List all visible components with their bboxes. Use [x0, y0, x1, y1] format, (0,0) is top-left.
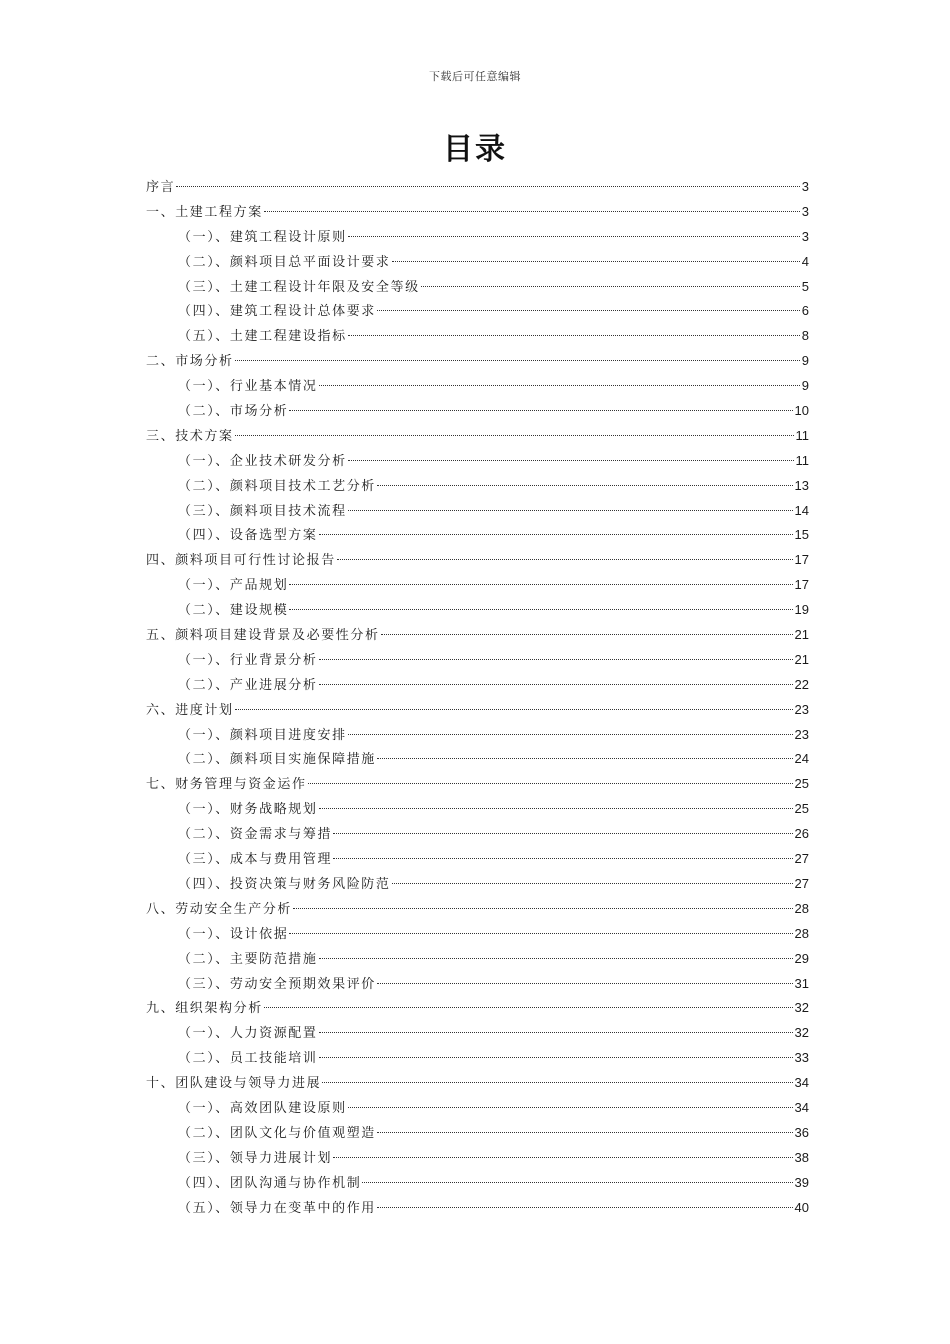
toc-subentry[interactable] [146, 1146, 809, 1171]
toc-entry-page-number: 36 [794, 1124, 809, 1140]
toc-entry-page-number: 29 [794, 950, 809, 966]
toc-entry-label: （四）、设备选型方案 [178, 528, 318, 544]
toc-entry-label: 五、颜料项目建设背景及必要性分析 [146, 628, 380, 644]
dot-leader [421, 286, 800, 287]
toc-entry-page-number: 6 [801, 303, 809, 319]
dot-leader [319, 659, 793, 660]
toc-entry-page-number: 9 [801, 353, 809, 369]
toc-entry-page-number: 17 [794, 552, 809, 568]
toc-subentry[interactable] [146, 673, 809, 698]
toc-entry-page-number: 28 [794, 925, 809, 941]
dot-leader [377, 758, 793, 759]
toc-entry[interactable] [146, 424, 809, 449]
dot-leader [289, 584, 792, 585]
toc-entry-label: （二）、主要防范措施 [178, 951, 318, 967]
toc-entry-page-number: 23 [794, 726, 809, 742]
toc-entry-label: 六、进度计划 [146, 702, 234, 718]
toc-subentry[interactable] [146, 1096, 809, 1121]
toc-subentry[interactable] [146, 922, 809, 947]
dot-leader [348, 734, 793, 735]
toc-entry-label: 十、团队建设与领导力进展 [146, 1076, 322, 1092]
dot-leader [333, 1157, 792, 1158]
dot-leader [348, 460, 794, 461]
header-note: 下载后可任意编辑 [429, 70, 521, 83]
dot-leader [319, 808, 793, 809]
toc-subentry[interactable] [146, 399, 809, 424]
toc-entry-label: （三）、劳动安全预期效果评价 [178, 976, 376, 992]
toc-entry-page-number: 11 [795, 452, 809, 468]
dot-leader [348, 1107, 793, 1108]
dot-leader [377, 1207, 793, 1208]
toc-entry-page-number: 23 [794, 701, 809, 717]
toc-subentry[interactable] [146, 499, 809, 524]
toc-entry-page-number: 34 [794, 1099, 809, 1115]
toc-subentry[interactable] [146, 225, 809, 250]
toc-entry-page-number: 25 [794, 801, 809, 817]
toc-entry-page-number: 9 [801, 378, 809, 394]
toc-entry-label: （四）、团队沟通与协作机制 [178, 1175, 362, 1191]
toc-entry-page-number: 28 [794, 900, 809, 916]
toc-entry-label: （一）、行业基本情况 [178, 379, 318, 395]
dot-leader [319, 684, 793, 685]
toc-entry[interactable] [146, 1071, 809, 1096]
toc-subentry[interactable] [146, 648, 809, 673]
toc-subentry[interactable] [146, 275, 809, 300]
toc-entry-label: （二）、建设规模 [178, 603, 289, 619]
dot-leader [289, 609, 792, 610]
dot-leader [264, 211, 800, 212]
toc-entry-label: （五）、土建工程建设指标 [178, 329, 347, 345]
toc-entry-label: （二）、颜料项目实施保障措施 [178, 752, 376, 768]
toc-entry-page-number: 21 [794, 627, 809, 643]
toc-subentry[interactable] [146, 723, 809, 748]
toc-entry-label: 八、劳动安全生产分析 [146, 901, 293, 917]
toc-entry-page-number: 13 [794, 477, 809, 493]
toc-entry-page-number: 39 [794, 1174, 809, 1190]
toc-entry-label: 九、组织架构分析 [146, 1001, 263, 1017]
toc-entry-label: 一、土建工程方案 [146, 204, 263, 220]
toc-entry-label: （四）、投资决策与财务风险防范 [178, 876, 391, 892]
toc-entry-label: （一）、高效团队建设原则 [178, 1100, 347, 1116]
toc-entry-page-number: 3 [801, 228, 809, 244]
dot-leader [348, 335, 800, 336]
toc-entry-label: （一）、建筑工程设计原则 [178, 229, 347, 245]
toc-subentry[interactable] [146, 1196, 809, 1221]
toc-entry-page-number: 27 [794, 851, 809, 867]
toc-entry-page-number: 40 [794, 1199, 809, 1215]
dot-leader [381, 634, 793, 635]
dot-leader [319, 534, 793, 535]
toc-subentry[interactable] [146, 847, 809, 872]
toc-entry[interactable] [146, 200, 809, 225]
toc-entry-label: （一）、财务战略规划 [178, 802, 318, 818]
toc-subentry[interactable] [146, 1046, 809, 1071]
dot-leader [348, 236, 800, 237]
toc-entry-label: （一）、企业技术研发分析 [178, 453, 347, 469]
toc-entry-label: （一）、颜料项目进度安排 [178, 727, 347, 743]
toc-entry-label: （一）、产品规划 [178, 578, 289, 594]
dot-leader [308, 783, 793, 784]
dot-leader [392, 883, 793, 884]
toc-entry-page-number: 31 [794, 975, 809, 991]
toc-entry[interactable] [146, 175, 809, 200]
dot-leader [289, 410, 792, 411]
toc-subentry[interactable] [146, 449, 809, 474]
toc-entry[interactable] [146, 698, 809, 723]
table-of-contents [146, 175, 809, 1220]
toc-entry-page-number: 22 [794, 676, 809, 692]
toc-entry-page-number: 24 [794, 751, 809, 767]
dot-leader [362, 1182, 792, 1183]
toc-entry-page-number: 11 [795, 427, 809, 443]
dot-leader [235, 709, 793, 710]
toc-entry-label: （二）、颜料项目技术工艺分析 [178, 478, 376, 494]
toc-entry-page-number: 19 [794, 602, 809, 618]
toc-entry-page-number: 3 [801, 203, 809, 219]
toc-entry-label: （三）、土建工程设计年限及安全等级 [178, 279, 420, 295]
toc-subentry[interactable] [146, 822, 809, 847]
toc-title: 目录 [443, 132, 507, 167]
toc-subentry[interactable] [146, 374, 809, 399]
toc-subentry[interactable] [146, 747, 809, 772]
dot-leader [392, 261, 800, 262]
toc-entry[interactable] [146, 996, 809, 1021]
toc-entry-page-number: 10 [794, 403, 809, 419]
dot-leader [235, 435, 794, 436]
toc-subentry[interactable] [146, 872, 809, 897]
toc-entry-page-number: 38 [794, 1149, 809, 1165]
toc-entry-page-number: 27 [794, 875, 809, 891]
toc-subentry[interactable] [146, 1171, 809, 1196]
toc-entry-label: 三、技术方案 [146, 428, 234, 444]
dot-leader [337, 559, 793, 560]
dot-leader [319, 1057, 793, 1058]
toc-entry-label: （二）、资金需求与筹措 [178, 827, 333, 843]
toc-entry[interactable] [146, 623, 809, 648]
dot-leader [377, 1132, 793, 1133]
toc-entry-label: 四、颜料项目可行性讨论报告 [146, 553, 336, 569]
dot-leader [264, 1007, 793, 1008]
toc-entry-page-number: 26 [794, 826, 809, 842]
dot-leader [293, 908, 793, 909]
toc-subentry[interactable] [146, 598, 809, 623]
dot-leader [319, 385, 800, 386]
toc-entry-page-number: 5 [801, 278, 809, 294]
toc-subentry[interactable] [146, 324, 809, 349]
toc-entry-label: （四）、建筑工程设计总体要求 [178, 304, 376, 320]
dot-leader [333, 858, 792, 859]
toc-entry-page-number: 34 [794, 1075, 809, 1091]
dot-leader [348, 510, 793, 511]
dot-leader [289, 933, 792, 934]
toc-entry-page-number: 4 [801, 253, 809, 269]
toc-entry-label: （二）、颜料项目总平面设计要求 [178, 254, 391, 270]
toc-entry-page-number: 3 [801, 179, 809, 194]
toc-entry-label: （一）、人力资源配置 [178, 1026, 318, 1042]
toc-subentry[interactable] [146, 474, 809, 499]
toc-entry-page-number: 25 [794, 776, 809, 792]
toc-entry-label: （二）、产业进展分析 [178, 677, 318, 693]
toc-subentry[interactable] [146, 250, 809, 275]
toc-entry-page-number: 33 [794, 1050, 809, 1066]
toc-entry-label: 序言 [146, 180, 176, 195]
dot-leader [235, 360, 800, 361]
toc-subentry[interactable] [146, 972, 809, 997]
dot-leader [377, 310, 800, 311]
toc-entry-label: （三）、成本与费用管理 [178, 852, 333, 868]
toc-entry-page-number: 15 [794, 527, 809, 543]
dot-leader [377, 983, 793, 984]
toc-entry-label: （一）、设计依据 [178, 926, 289, 942]
toc-subentry[interactable] [146, 797, 809, 822]
toc-entry-page-number: 21 [794, 651, 809, 667]
toc-entry-label: 二、市场分析 [146, 354, 234, 370]
toc-entry-label: 七、财务管理与资金运作 [146, 777, 307, 793]
toc-entry-label: （三）、领导力进展计划 [178, 1150, 333, 1166]
dot-leader [322, 1082, 792, 1083]
dot-leader [319, 958, 793, 959]
toc-entry-label: （三）、颜料项目技术流程 [178, 503, 347, 519]
dot-leader [176, 186, 800, 187]
toc-subentry[interactable] [146, 1121, 809, 1146]
toc-entry-page-number: 32 [794, 1000, 809, 1016]
toc-entry-label: （五）、领导力在变革中的作用 [178, 1200, 376, 1216]
dot-leader [319, 1032, 793, 1033]
toc-subentry[interactable] [146, 1021, 809, 1046]
toc-subentry[interactable] [146, 947, 809, 972]
toc-entry-page-number: 17 [794, 577, 809, 593]
dot-leader [377, 485, 793, 486]
toc-entry-label: （二）、员工技能培训 [178, 1051, 318, 1067]
toc-subentry[interactable] [146, 573, 809, 598]
toc-subentry[interactable] [146, 299, 809, 324]
toc-entry-label: （二）、团队文化与价值观塑造 [178, 1125, 376, 1141]
toc-entry[interactable] [146, 772, 809, 797]
toc-entry[interactable] [146, 897, 809, 922]
dot-leader [333, 833, 792, 834]
toc-entry-page-number: 14 [794, 502, 809, 518]
toc-entry-page-number: 8 [801, 328, 809, 344]
toc-entry[interactable] [146, 548, 809, 573]
toc-subentry[interactable] [146, 523, 809, 548]
toc-entry-label: （二）、市场分析 [178, 404, 289, 420]
toc-entry[interactable] [146, 349, 809, 374]
toc-entry-page-number: 32 [794, 1025, 809, 1041]
toc-entry-label: （一）、行业背景分析 [178, 652, 318, 668]
